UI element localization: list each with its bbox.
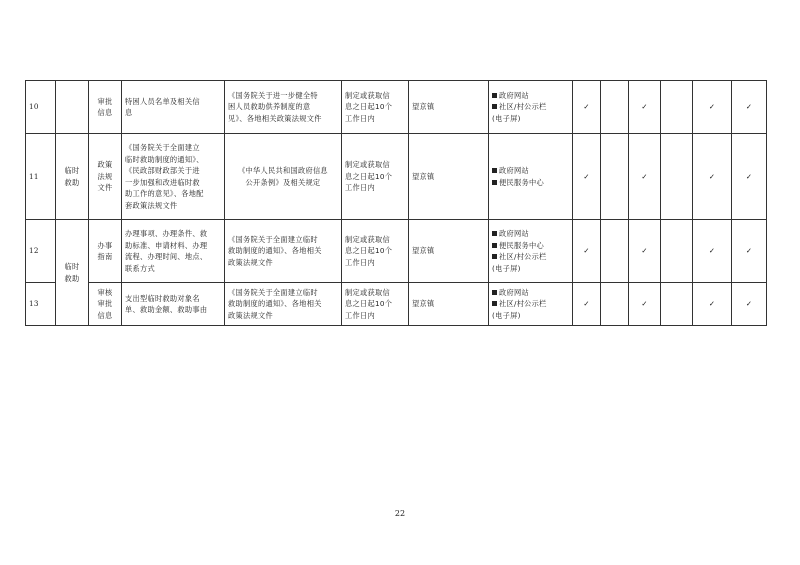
checkmark-icon: ✓ xyxy=(629,81,661,134)
disclosure-basis: 《国务院关于全面建立临时 救助制度的通知》、各地相关 政策法规文件 xyxy=(225,220,342,283)
checkmark-icon: ✓ xyxy=(693,134,732,220)
primary-category: 临时 救助 xyxy=(56,134,89,220)
check-cell xyxy=(661,283,693,326)
check-cell xyxy=(601,220,629,283)
table-row xyxy=(26,283,767,326)
disclosure-subject: 望京镇 xyxy=(409,81,489,134)
disclosure-subject: 望京镇 xyxy=(409,220,489,283)
checkmark-icon: ✓ xyxy=(573,220,601,283)
disclosure-content: 《国务院关于全面建立 临时救助制度的通知》、 《民政部财政部关于进 一步加强和改进临时救 助工作的意见》、各地配 套政策法规文件 xyxy=(122,134,225,220)
disclosure-time: 制定或获取信 息之日起10个 工作日内 xyxy=(342,220,409,283)
table-row xyxy=(26,81,767,134)
square-bullet-icon xyxy=(492,168,497,173)
check-cell xyxy=(661,81,693,134)
disclosure-basis: 《国务院关于全面建立临时 救助制度的通知》、各地相关 政策法规文件 xyxy=(225,283,342,326)
square-bullet-icon xyxy=(492,243,497,248)
disclosure-channels: 政府网站 便民服务中心 xyxy=(489,134,573,220)
checkmark-icon: ✓ xyxy=(732,81,767,134)
checkmark-icon: ✓ xyxy=(573,134,601,220)
row-number: 10 xyxy=(26,81,56,134)
disclosure-basis: 《中华人民共和国政府信息 公开条例》及相关规定 xyxy=(225,134,342,220)
checkmark-icon: ✓ xyxy=(732,220,767,283)
checkmark-icon: ✓ xyxy=(693,283,732,326)
check-cell xyxy=(601,283,629,326)
square-bullet-icon xyxy=(492,290,497,295)
row-number: 11 xyxy=(26,134,56,220)
checkmark-icon: ✓ xyxy=(732,283,767,326)
checkmark-icon: ✓ xyxy=(693,81,732,134)
secondary-category: 办事 指南 xyxy=(89,220,122,283)
disclosure-time: 制定或获取信 息之日起10个 工作日内 xyxy=(342,81,409,134)
square-bullet-icon xyxy=(492,301,497,306)
table-row xyxy=(26,220,767,283)
row-number: 13 xyxy=(26,283,56,326)
checkmark-icon: ✓ xyxy=(629,220,661,283)
disclosure-subject: 望京镇 xyxy=(409,283,489,326)
check-cell xyxy=(661,134,693,220)
square-bullet-icon xyxy=(492,254,497,259)
page-number: 22 xyxy=(394,509,406,518)
check-cell xyxy=(601,134,629,220)
disclosure-channels: 政府网站 社区/村公示栏 (电子屏) xyxy=(489,283,573,326)
disclosure-time: 制定或获取信 息之日起10个 工作日内 xyxy=(342,283,409,326)
disclosure-content: 支出型临时救助对象名 单、救助金额、救助事由 xyxy=(122,283,225,326)
table-row xyxy=(26,134,767,220)
disclosure-content: 办理事项、办理条件、救 助标准、申请材料、办理 流程、办理时间、地点、 联系方式 xyxy=(122,220,225,283)
square-bullet-icon xyxy=(492,231,497,236)
row-number: 12 xyxy=(26,220,56,283)
check-cell xyxy=(601,81,629,134)
checkmark-icon: ✓ xyxy=(629,134,661,220)
square-bullet-icon xyxy=(492,180,497,185)
checkmark-icon: ✓ xyxy=(573,283,601,326)
primary-category xyxy=(56,81,89,134)
secondary-category: 审核 审批 信息 xyxy=(89,283,122,326)
square-bullet-icon xyxy=(492,93,497,98)
check-cell xyxy=(661,220,693,283)
disclosure-channels: 政府网站 社区/村公示栏 (电子屏) xyxy=(489,81,573,134)
disclosure-channels: 政府网站 便民服务中心 社区/村公示栏 (电子屏) xyxy=(489,220,573,283)
primary-category: 临时 救助 xyxy=(56,220,89,326)
disclosure-subject: 望京镇 xyxy=(409,134,489,220)
disclosure-basis: 《国务院关于进一步健全特 困人员救助供养制度的意 见》、各地相关政策法规文件 xyxy=(225,81,342,134)
square-bullet-icon xyxy=(492,104,497,109)
checkmark-icon: ✓ xyxy=(732,134,767,220)
checkmark-icon: ✓ xyxy=(573,81,601,134)
checkmark-icon: ✓ xyxy=(693,220,732,283)
disclosure-time: 制定或获取信 息之日起10个 工作日内 xyxy=(342,134,409,220)
checkmark-icon: ✓ xyxy=(629,283,661,326)
disclosure-content: 特困人员名单及相关信 息 xyxy=(122,81,225,134)
secondary-category: 政策 法规 文件 xyxy=(89,134,122,220)
disclosure-table xyxy=(25,80,767,326)
secondary-category: 审批 信息 xyxy=(89,81,122,134)
